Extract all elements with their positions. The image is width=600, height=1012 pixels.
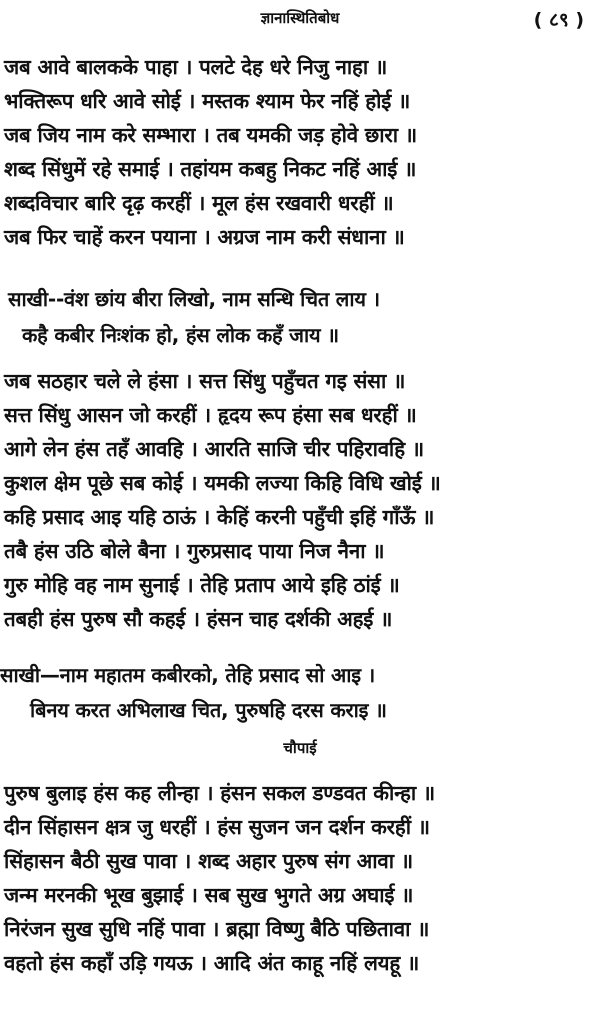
verse-line: आगे लेन हंस तहँ आवहि । आरति साजि चीर पहिरावहि ॥: [4, 437, 424, 461]
page-number: ( ८९ ): [533, 9, 584, 31]
verse-line: निरंजन सुख सुधि नहिं पावा । ब्रह्मा विष्णु बैठि पछितावा ॥: [4, 917, 430, 941]
verse-line: सत्त सिंधु आसन जो करहीं । हृदय रूप हंसा सब धरहीं ॥: [4, 403, 417, 427]
verse-line: वहतो हंस कहाँ उड़ि गयऊ । आदि अंत काहू नहिं लयहू ॥: [4, 951, 420, 975]
verse-line: भक्तिरूप धरि आवे सोई । मस्तक श्याम फेर नहिं होई ॥: [4, 89, 411, 113]
running-title: ज्ञानास्थितिबोध: [260, 9, 340, 27]
verse-line: जब सठहार चले ले हंसा । सत्त सिंधु पहुँचत गइ संसा ॥: [4, 369, 406, 393]
verse-line: कुशल क्षेम पूछे सब कोई । यमकी लज्या किहि विधि खोई ॥: [4, 471, 441, 495]
verse-line: जब जिय नाम करे सम्भारा । तब यमकी जड़ होवे छारा ॥: [4, 123, 417, 147]
verse-line: दीन सिंहासन क्षत्र जु धरहीं । हंस सुजन जन दर्शन करहीं ॥: [4, 815, 430, 839]
verse-line: सिंहासन बैठी सुख पावा । शब्द अहार पुरुष संग आवा ॥: [4, 849, 413, 873]
sakhi-line: कहै कबीर निःशंक हो, हंस लोक कहँ जाय ॥: [22, 323, 339, 347]
verse-line: जब आवे बालकके पाहा । पलटे देह धरे निजु नाहा ॥: [4, 55, 388, 79]
sakhi-line: साखी—नाम महातम कबीरको, तेहि प्रसाद सो आइ ।: [0, 663, 376, 687]
verse-line: तबही हंस पुरुष सौ कहई । हंसन चाह दर्शकी अहई ॥: [4, 607, 393, 631]
verse-line: तबै हंस उठि बोले बैना । गुरुप्रसाद पाया निज नैना ॥: [4, 539, 385, 563]
verse-line: जब फिर चाहें करन पयाना । अग्रज नाम करी संधाना ॥: [4, 225, 405, 249]
sakhi-line: बिनय करत अभिलाख चित, पुरुषहि दरस कराइ ॥: [30, 698, 387, 722]
section-heading: चौपाई: [283, 739, 317, 757]
verse-line: पुरुष बुलाइ हंस कह लीन्हा । हंसन सकल डण्डवत कीन्हा ॥: [4, 781, 436, 805]
verse-line: जन्म मरनकी भूख बुझाई । सब सुख भुगते अग्र अघाई ॥: [4, 883, 414, 907]
verse-line: शब्द सिंधुमें रहे समाई । तहांयम कबहु निकट नहिं आई ॥: [4, 157, 417, 181]
page-header: [0, 6, 600, 32]
sakhi-line: साखी--वंश छांय बीरा लिखो, नाम सन्धि चित लाय ।: [8, 287, 380, 311]
verse-line: कहि प्रसाद आइ यहि ठाऊं । केहिं करनी पहुँची इहिं गाँऊँ ॥: [4, 505, 435, 529]
verse-line: शब्दविचार बारि दृढ़ करहीं । मूल हंस रखवारी धरहीं ॥: [4, 191, 394, 215]
verse-line: गुरु मोहि वह नाम सुनाई । तेहि प्रताप आये इहि ठांई ॥: [4, 573, 400, 597]
